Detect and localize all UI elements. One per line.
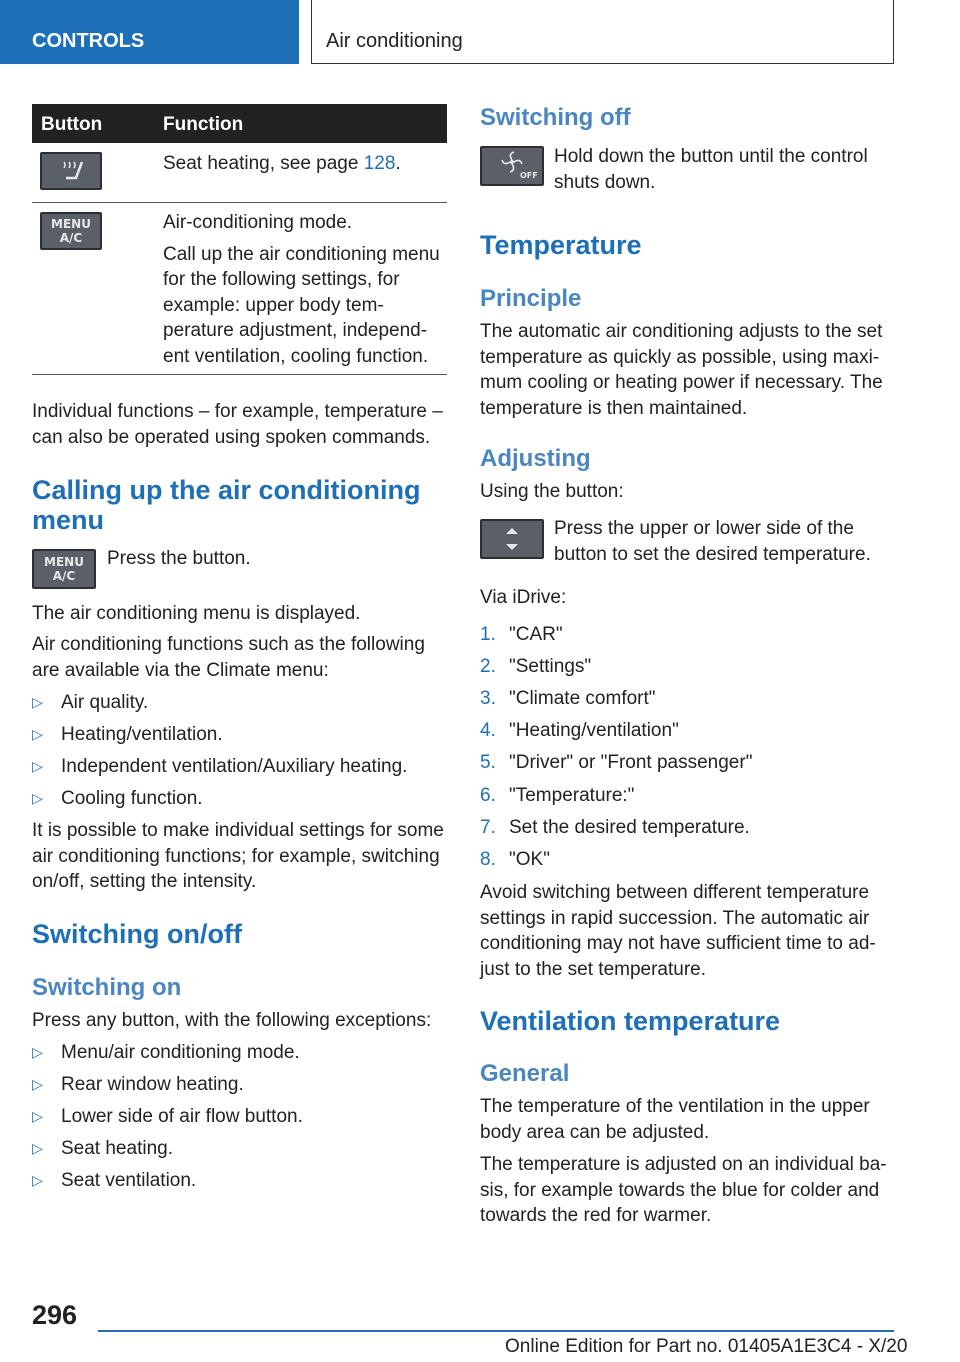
edition-footer: Online Edition for Part no. 01405A1E3C4 - X/20 (505, 1336, 908, 1357)
page-number: 296 (32, 1300, 78, 1330)
table-header-function: Function (163, 114, 244, 135)
heading-adjusting: Adjusting (480, 445, 591, 472)
bullet-triangle-icon: ▷ (32, 1076, 43, 1092)
topic-title: Air conditioning (326, 30, 463, 52)
footer-divider (98, 1330, 894, 1332)
table-header-button: Button (41, 114, 103, 135)
individual-settings-text: It is possible to make individual settings for some air conditioning functions; for example, switching on/off, setting the intensity. (32, 820, 444, 892)
topic-tab (311, 0, 894, 64)
seat-heating-button-icon (40, 152, 102, 190)
press-any-text: Press any button, with the following exceptions: (32, 1010, 432, 1031)
bullet-triangle-icon: ▷ (32, 1172, 43, 1188)
section-tab (0, 0, 299, 64)
heading-general: General (480, 1060, 570, 1087)
heading-switching-on: Switching on (32, 974, 182, 1001)
bullet-triangle-icon: ▷ (32, 1140, 43, 1156)
bullet-triangle-icon: ▷ (32, 790, 43, 806)
heading-switching: Switching on/off (32, 919, 242, 949)
temperature-rocker-icon (480, 519, 544, 559)
table-header (32, 104, 447, 143)
heading-principle: Principle (480, 285, 582, 312)
press-button-text: Press the button. (107, 548, 251, 569)
heading-ventilation-temperature: Ventilation temperature (480, 1006, 781, 1036)
bullet-triangle-icon: ▷ (32, 694, 43, 710)
switch-off-text: Hold down the button until the control shuts down. (554, 146, 868, 193)
intro-paragraph: Individual functions – for example, temperature – can also be operated using spoken commands. (32, 401, 443, 448)
heading-temperature: Temperature (480, 230, 642, 260)
section-title: CONTROLS (32, 30, 145, 52)
principle-text: The automatic air conditioning adjusts to the set temperature as quickly as possible, using maxi-mum cooling or heating power if necessary. The temperature is then maintained. (480, 321, 883, 419)
fan-off-button-icon (480, 146, 544, 186)
row-ac-mode-text: Air-conditioning mode. Call up the air conditioning menu for the following settings, for example: upper body tem-perature adjustment, independ-ent ventilation, cooling function. (163, 212, 440, 367)
row-seat-heating-text: Seat heating, see page 128. (163, 153, 401, 174)
bullet-triangle-icon: ▷ (32, 758, 43, 774)
press-upper-text: Press the upper or lower side of the button to set the desired temperature. (554, 518, 871, 565)
bullet-triangle-icon: ▷ (32, 1108, 43, 1124)
table-row (32, 143, 447, 203)
heading-calling-menu: Calling up the air conditioning menu (32, 475, 421, 535)
bullet-triangle-icon: ▷ (32, 1044, 43, 1060)
functions-intro-text: Air conditioning functions such as the following are available via the Climate menu: (32, 634, 425, 681)
heading-switching-off: Switching off (480, 104, 631, 131)
bullet-triangle-icon: ▷ (32, 726, 43, 742)
table-row (32, 202, 447, 375)
general-text-1: The temperature of the ventilation in the upper body area can be adjusted. (480, 1096, 870, 1143)
general-text-2: The temperature is adjusted on an individual ba-sis, for example towards the blue for colder and towards the red for warmer. (480, 1154, 887, 1226)
via-idrive-text: Via iDrive: (480, 587, 567, 608)
using-button-text: Using the button: (480, 481, 624, 502)
menu-displayed-text: The air conditioning menu is displayed. (32, 603, 361, 624)
svg-text:OFF: OFF (520, 171, 538, 180)
menu-ac-button-icon: MENU A/C (32, 549, 96, 589)
page-link[interactable]: 128 (363, 153, 396, 174)
avoid-switching-text: Avoid switching between different temperature settings in rapid succession. The automatic air conditioning may not have sufficient time to ad-just to the set temperature. (480, 882, 876, 980)
menu-ac-button-icon: MENU A/C (40, 212, 102, 250)
